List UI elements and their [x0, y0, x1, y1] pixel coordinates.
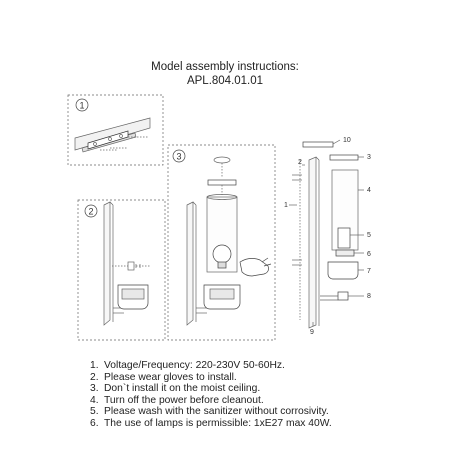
instruction-text: Turn off the power before cleanout. — [104, 394, 264, 406]
instruction-item — [90, 360, 332, 372]
instruction-text: The use of lamps is permissible: 1xE27 max 40W. — [104, 417, 332, 429]
instruction-item — [90, 372, 332, 384]
instruction-number: 4. — [90, 394, 99, 406]
instructions-list — [90, 360, 332, 430]
callout-4: 4 — [367, 187, 371, 194]
title-line: Model assembly instructions: — [151, 61, 299, 73]
instruction-item — [90, 383, 332, 395]
step-3-label: 3 — [176, 151, 182, 162]
callout-5: 5 — [367, 232, 371, 239]
callout-10: 10 — [343, 137, 351, 144]
instruction-text: Don`t install it on the moist ceiling. — [104, 383, 261, 395]
instruction-number: 6. — [90, 417, 99, 429]
instruction-number: 1. — [90, 360, 99, 371]
instruction-number: 2. — [90, 371, 99, 383]
instruction-item — [90, 406, 332, 418]
model-number: APL.804.01.01 — [186, 75, 264, 87]
step-2-label: 2 — [88, 206, 94, 217]
step-3-panel — [168, 145, 275, 340]
instruction-number: 3. — [90, 383, 99, 395]
callout-1: 1 — [284, 202, 288, 209]
instruction-item — [90, 395, 332, 407]
instruction-text: Voltage/Frequency: 220-230V 50-60Hz. — [104, 360, 285, 371]
step-2-panel — [78, 200, 165, 340]
instruction-item — [90, 418, 332, 430]
callout-2: 2 — [298, 159, 302, 166]
instruction-number: 5. — [90, 406, 99, 418]
callout-7: 7 — [367, 268, 371, 275]
callout-8: 8 — [367, 293, 371, 300]
callout-6: 6 — [367, 251, 371, 258]
instruction-text: Please wear gloves to install. — [104, 371, 237, 383]
instruction-text: Please wash with the sanitizer without corrosivity. — [104, 406, 329, 418]
step-1-label: 1 — [79, 100, 85, 111]
callout-9: 9 — [310, 329, 314, 336]
callout-3: 3 — [367, 154, 371, 161]
exploded-view — [289, 140, 364, 328]
